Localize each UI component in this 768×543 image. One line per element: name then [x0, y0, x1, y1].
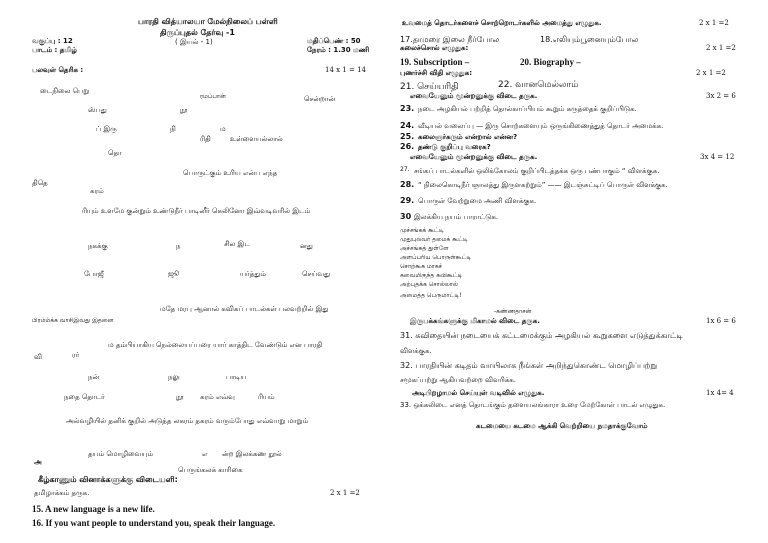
section2-title: கீழ்காணும் வினாக்களுக்கு விடையளி: [38, 475, 178, 484]
right-marks: 1x 4= 4 [706, 389, 734, 397]
poem-line: அச்சங்கத் துள்ளே [400, 245, 449, 252]
question-28: “ நிலைகொடிநீர் ஞாலத்து இருளகற்றும்” —— இடஞ்சுட்டிப் பொருள் விளக்குக. [418, 181, 668, 189]
q-number: 30 [400, 212, 412, 221]
question-20: 20. Biography – [520, 57, 581, 67]
fragment: டைநிலை பெறு [40, 87, 90, 95]
school-name: பாரதி வித்யாலயா மேல்நிலைப் பள்ளி [138, 17, 278, 26]
right-marks: 1x 6 = 6 [706, 317, 736, 325]
question-26: தண்டு குறிப்பு வரைக? [418, 143, 491, 151]
exam-part: ( இயல் - 1) [175, 38, 213, 46]
time-label: நேரம் : 1.30 மணி [307, 46, 370, 54]
right-line: கலைச்சொல் எழுதுக: [400, 44, 469, 52]
fragment: ஸ்பது [88, 106, 107, 114]
fragment: போஜீ [84, 270, 104, 278]
fragment: ம [220, 125, 226, 133]
section2-sub: தமிழாக்கம் தருக. [34, 489, 90, 497]
fragment: நூ [180, 106, 188, 114]
question-21: 21. செய்யரிதி [400, 82, 459, 92]
fragment: கரம் [90, 187, 104, 195]
poem-line: அளப்பரிய பொருள்கூட்டி [400, 254, 472, 261]
section1-title: பலவுள் தெரிக : [32, 66, 84, 74]
class-label: வகுப்பு : 12 [32, 37, 73, 45]
q-number: 26. [400, 142, 415, 151]
question-31-cont: விளக்குக. [400, 347, 432, 355]
right-marks: 3x 4 = 12 [700, 153, 735, 161]
fragment: செய்வது [302, 270, 331, 278]
fragment: ஜூ [168, 270, 180, 278]
right-marks: 2 x 1 =2 [706, 44, 736, 52]
question-31: 31. கவிதையின் நடையைக் கட்டமைக்கும் அழகியல் கூறுகளை எடுத்துக்காட்டி [400, 331, 683, 340]
poem-line: முதுபுலவர் தமைக் கூட்டி [400, 236, 468, 243]
fragment: எ [202, 450, 208, 458]
right-line: புணர்ச்சி விதி எழுதுக: [400, 69, 472, 77]
question-32: 32. பாரதியின் கடிதம் வாயிலாக நீங்கள் அறிந்துகொண்ட மொழிப்பற்று [400, 361, 658, 370]
fragment: ரியும் உளமே குன்றும் உண்டுநீர் பாடினீர் கெலினோ இவ்வடிவரில் இடம் [82, 207, 311, 215]
fragment: ரர் [72, 351, 80, 359]
question-29: பொருள் வேற்றுமை அணி விளக்குக. [418, 197, 537, 205]
exam-title: திருப்புதல் தேர்வு -1 [160, 28, 235, 37]
fragment: ந [176, 242, 181, 250]
marks-label: மதிப்பெண் : 50 [307, 37, 361, 45]
fragment: ரியம் [258, 393, 275, 401]
right-line: எவையேனும் மூன்றனுக்கு விடை தருக. [410, 153, 538, 161]
fragment: நூ [176, 393, 184, 401]
fragment: சில இட [224, 240, 250, 248]
fragment: ன்ற இலக்கண நூல் [222, 450, 282, 458]
question-16: 16. If you want people to understand you, speak their language. [32, 518, 276, 528]
right-marks: 2 x 1 =2 [696, 69, 726, 77]
question-17: 17.தாமரை இலை நீர்போல [400, 35, 500, 44]
subject-label: பாடம் : தமிழ் [32, 46, 77, 54]
q-number: 23. [400, 104, 415, 113]
fragment: வி [34, 353, 42, 361]
fragment: நலு [168, 373, 180, 381]
right-line: அடிபிறழாமல் செய்யுள் வடிவில் எழுதுக. [412, 389, 545, 397]
fragment: பொருட்கும் உரிய என்ப எந்த [183, 169, 278, 177]
right-line: இருபக்கங்களுக்கு மிகாமல் விடை தருக. [410, 317, 540, 325]
poem-line: சுவைமிகுந்த கவிகூட்டி [400, 272, 463, 279]
fragment: கரம் எவ்வு [200, 393, 235, 401]
poet-name: -கண்ணதாசன் [494, 308, 532, 315]
fragment: திதெ [32, 179, 48, 187]
question-22: 22. வானமெல்லாம் [498, 80, 579, 90]
question-30: இலக்கிய நயம் பாராட்டுக. [414, 213, 499, 221]
right-column [384, 0, 768, 543]
fragment: மதே மரபு ஆனால் கவிகப் பாடல்கள் பலவற்றில் இது [160, 305, 329, 313]
poem-line: சொற்கூக மாகச் [400, 263, 443, 270]
fragment: நதை தொடர் [64, 393, 105, 401]
fragment: ரிதி [200, 135, 211, 143]
question-23: நடை அழகியல் பற்றித் தொல்காப்பியம் கூறும் கருத்தைக் குறிப்பிடுக. [418, 105, 637, 113]
question-33: 33. ஒக்கலிடை எனத் தொடங்கும் தளையலங்காரா உரை மேற்கோள் பாடல் எழுதுக. [400, 401, 666, 409]
right-marks: 3x 2 = 6 [706, 92, 736, 100]
q-number: 29. [400, 196, 415, 205]
fragment: னது [300, 242, 313, 250]
fragment: பெருங்கலக் காரிகை [178, 466, 243, 474]
question-25: கலைஞர்கரும் என்றால் என்ன? [418, 133, 518, 141]
q-number: 25. [400, 132, 415, 141]
right-line: உவமைத் தொடர்களைச் சொற்றொடர்களில் அமைத்து எழுதுக. [402, 19, 602, 27]
fragment: உள்ளையல்லால் [230, 135, 283, 143]
section1-marks: 14 x 1 = 14 [325, 66, 366, 74]
fragment: ப் இரு [96, 125, 117, 133]
fragment: நன் [88, 373, 100, 381]
fragment: ம தம்பியாகிய நெல்லையப்பரை யார் காத்திட வேண்டும் என பாரதி [108, 341, 323, 349]
section2-marks: 2 x 1 =2 [330, 489, 360, 497]
fragment: நகக்கு [88, 242, 108, 250]
right-line: எவையேனும் மூன்றனுக்கு விடை தருக. [410, 92, 538, 100]
question-19: 19. Subscription – [400, 57, 470, 67]
fragment: சென்றான் [304, 95, 336, 103]
fragment: பிரம்ம்க்க வாசிஇவது இதனை [32, 317, 114, 324]
fragment: அ [34, 458, 42, 466]
q-number: 28. [400, 180, 415, 189]
question-24: வீடியல் வலைப்பு — இரு சொற்களையும் ஒருங்கிணைத்துத் தொடர் அமைக்க. [418, 122, 664, 130]
right-marks: 2 x 1 =2 [699, 19, 729, 27]
fragment: தொ [108, 149, 122, 157]
question-27: சங்கப் பாடல்களில் ஒலிக்கோலம் குறிப்பிடத்தக்க ஒரு பண்பாகும் “ விளக்குக. [414, 167, 660, 175]
fragment: தயம் மொழிவையும் [88, 450, 154, 458]
question-32-cont: சமூகப்பற்று ஆகியவற்றை விவரிக்க. [400, 376, 516, 384]
fragment: நி [170, 125, 176, 133]
poem-line: அற்புதக்க சொல்லால் [400, 281, 458, 288]
q-number: 27. [400, 166, 410, 173]
fragment: பாடிய [226, 373, 247, 381]
footer-motto: கடமையை கடமை ஆக்கி வெற்றியை நமதாக்குவோம் [476, 422, 648, 430]
question-18: 18.எலியும்பூனையும்போல [540, 35, 639, 44]
fragment: யர்த்தும் [240, 270, 266, 278]
fragment: ரமப்பான் [200, 93, 226, 100]
q-number: 24. [400, 121, 415, 130]
question-15: 15. A new language is a new life. [32, 504, 155, 514]
fragment: அல்வழியில் தனிக் குறில் அடுத்த லகரம் தகரம் வரும்போது எவ்வாறு மாறும் [66, 417, 309, 425]
poem-line: அமைத்த பெருமாட்டி! [400, 292, 462, 299]
poem-line: முச்சங்கக் கூட்டி [400, 227, 444, 234]
